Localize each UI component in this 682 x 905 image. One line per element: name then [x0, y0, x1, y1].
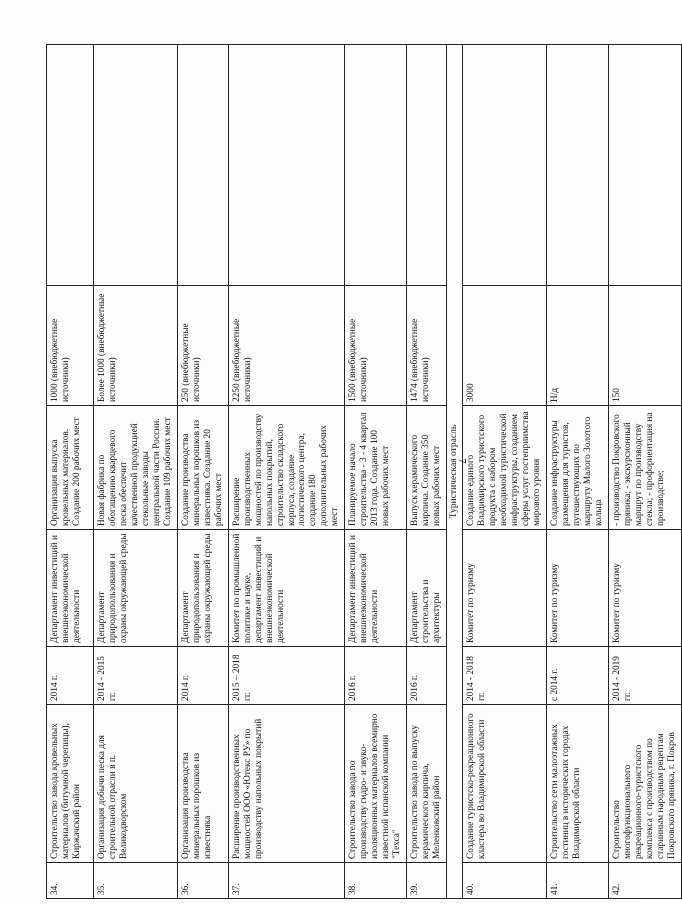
rotated-table-viewport [46, 45, 677, 899]
row-number: 37. [228, 863, 345, 899]
project-period: 2014 - 2019 гг. [608, 647, 681, 705]
empty-cell [345, 45, 407, 286]
project-financing: 2250 (внебюджетные источники) [228, 286, 345, 406]
project-result: Новая фабрика по обогащению кварцевого песка обеспечит качественной продукцией стекольные заводы центральной части России. Создание 109 рабочих мест [94, 406, 178, 530]
responsible-department: Департамент инвестиций и внешнеэкономической деятельности [345, 530, 407, 647]
project-period: 2014 - 2018 гг. [463, 647, 547, 705]
table-row [228, 45, 345, 899]
table-row [608, 45, 681, 899]
empty-cell [463, 45, 547, 286]
project-result: Создание инфраструктуры размещения для туристов, путешествующих по маршруту Малого Золотого кольца [547, 406, 609, 530]
investment-projects-table [46, 44, 682, 899]
project-name: Строительство завода по выпуску керамического кирпича, Меленковский район [407, 705, 447, 863]
section-title: Туристическая отрасль [447, 45, 463, 899]
project-result: Организация выпуска кровельных материалов. Создание 200 рабочих мест [47, 406, 94, 530]
empty-cell [177, 45, 228, 286]
project-name: Строительство многофункционального рекреационного-туристского комплекса с производством по старинным народным рецептам Покровского пряника, г. Покров [608, 705, 681, 863]
project-period: 2014 - 2015 гг. [94, 647, 178, 705]
project-name: Строительство сети малоэтажных гостиниц в исторических городах Владимирской области [547, 705, 609, 863]
project-period: 2014 г. [47, 647, 94, 705]
table-row [407, 45, 447, 899]
responsible-department: Департамент природопользования и охраны окружающей среды [94, 530, 178, 647]
project-result: Планируемое начало строительства - 3 - 4 квартал 2013 года. Создание 100 новых рабочих мест [345, 406, 407, 530]
project-name: Строительство завода кровельных материалов (битумной черепицы), Киржачский район [47, 705, 94, 863]
responsible-department: Департамент природопользования и охраны окружающей среды [177, 530, 228, 647]
row-number: 35. [94, 863, 178, 899]
table-row [177, 45, 228, 899]
project-financing: 1500 (внебюджетные источники) [345, 286, 407, 406]
empty-cell [547, 45, 609, 286]
project-financing: 1474 (внебюджетные источники) [407, 286, 447, 406]
project-result: Создание единого Владимирского туристского продукта с набором необходимой туристической инфраструктуры, созданием сферы услуг гостеприимства мирового уровня [463, 406, 547, 530]
table-row [463, 45, 547, 899]
project-period: с 2014 г. [547, 647, 609, 705]
empty-cell [228, 45, 345, 286]
empty-cell [407, 45, 447, 286]
investment-projects-table-wrap [46, 45, 677, 899]
project-financing: 1000 (внебюджетные источники) [47, 286, 94, 406]
responsible-department: Комитет по туризму [608, 530, 681, 647]
empty-cell [608, 45, 681, 286]
project-period: 2016 г. [407, 647, 447, 705]
table-row [94, 45, 178, 899]
project-result: Расширение производственных мощностей по производству напольных покрытий, строительство складского корпуса, создание логистического центра, создание 180 дополнительных рабочих мест [228, 406, 345, 530]
empty-cell [47, 45, 94, 286]
responsible-department: Департамент строительства и архитектуры [407, 530, 447, 647]
responsible-department: Комитет по туризму [547, 530, 609, 647]
project-financing: 3000 [463, 286, 547, 406]
project-financing: Н/д [547, 286, 609, 406]
row-number: 42. [608, 863, 681, 899]
row-number: 40. [463, 863, 547, 899]
table-row [547, 45, 609, 899]
project-name: Создание туристско-рекреационного кластера во Владимирской области [463, 705, 547, 863]
responsible-department: Департамент инвестиций и внешнеэкономической деятельности [47, 530, 94, 647]
project-result: Создание производства минеральных порошков из известняка. Создание 20 рабочих мест [177, 406, 228, 530]
project-period: 2015 – 2018 гг. [228, 647, 345, 705]
row-number: 36. [177, 863, 228, 899]
project-financing: 250 (внебюджетные источники) [177, 286, 228, 406]
row-number: 39. [407, 863, 447, 899]
section-header-row [447, 45, 463, 899]
responsible-department: Комитет по промышленной политике и науке, департамент инвестиций и внешнеэкономической деятельности [228, 530, 345, 647]
row-number: 38. [345, 863, 407, 899]
table-row [47, 45, 94, 899]
table-row [345, 45, 407, 899]
row-number: 34. [47, 863, 94, 899]
empty-cell [94, 45, 178, 286]
page-number: 7 [455, 458, 468, 464]
project-financing: Более 1000 (внебюджетные источники) [94, 286, 178, 406]
project-result: - производство Покровского пряника; - экскурсионный маршрут по производству стекла; - профориентация на производстве; [608, 406, 681, 530]
project-name: Организация производства минеральных порошков из известняка [177, 705, 228, 863]
project-name: Расширение производственных мощностей ООО «Ютекс РУ» по производству напольных покрытий [228, 705, 345, 863]
row-number: 41. [547, 863, 609, 899]
project-name: Организация добычи песка для строительной отрасли в п. Великодворском [94, 705, 178, 863]
project-period: 2014 г. [177, 647, 228, 705]
project-result: Выпуск керамического кирпича. Создание 350 новых рабочих мест [407, 406, 447, 530]
project-period: 2016 г. [345, 647, 407, 705]
responsible-department: Комитет по туризму [463, 530, 547, 647]
project-financing: 150 [608, 286, 681, 406]
project-name: Строительство завода по производству гидро- и звуко-изоляционных материалов всемирно известной испанской компании "Техса" [345, 705, 407, 863]
